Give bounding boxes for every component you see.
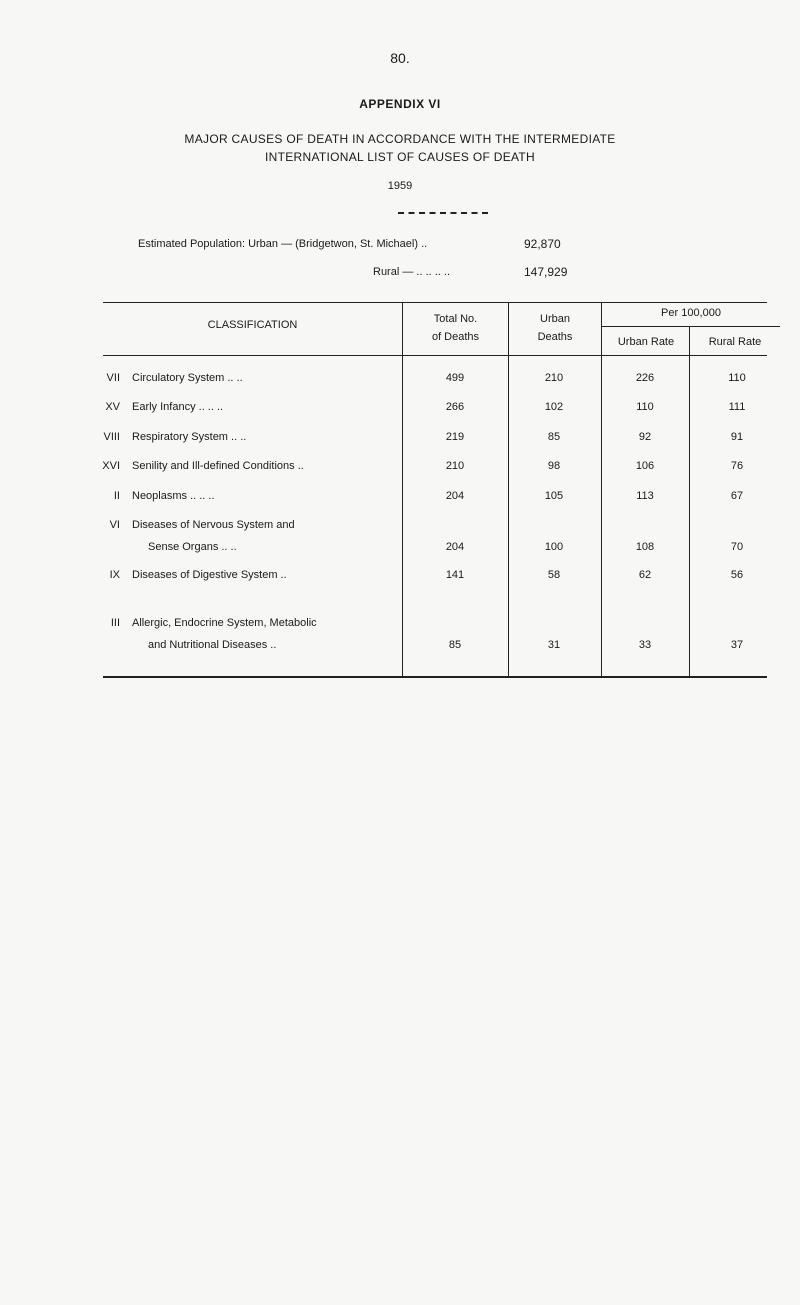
cause-description: Allergic, Endocrine System, Metabolic [132,617,317,629]
urban-rate-cell: 33 [638,639,652,651]
urban-population-label: Estimated Population: Urban — (Bridgetwon, St. Michael) .. [138,238,428,250]
header-total-line-1: Total No. [433,313,478,325]
total-deaths-cell: 141 [445,569,465,581]
cause-description: Senility and Ill-defined Conditions .. [132,460,304,472]
cause-description: Circulatory System .. .. [132,372,243,384]
table-bottom-rule [103,676,767,678]
total-deaths-cell: 499 [445,372,465,384]
urban-deaths-cell: 98 [547,460,561,472]
urban-deaths-cell: 85 [547,431,561,443]
rural-rate-cell: 67 [730,490,744,502]
cause-description: Neoplasms .. .. .. [132,490,215,502]
total-deaths-cell: 219 [445,431,465,443]
header-urban-rate: Urban Rate [617,336,675,348]
cause-description: Diseases of Nervous System and [132,519,295,531]
appendix-heading: APPENDIX VI [359,97,441,111]
urban-rate-cell: 92 [638,431,652,443]
total-deaths-cell: 210 [445,460,465,472]
rural-rate-cell: 37 [730,639,744,651]
table-top-rule [103,302,767,303]
urban-rate-cell: 110 [636,401,654,413]
cause-code: XVI [102,460,120,472]
cause-code: III [110,617,120,629]
urban-deaths-cell: 58 [547,569,561,581]
header-urban-line-1: Urban [540,313,570,325]
urban-rate-cell: 108 [635,541,655,553]
urban-rate-cell: 226 [635,372,655,384]
column-divider [508,302,509,676]
header-rural-rate: Rural Rate [708,336,762,348]
cause-description: Diseases of Digestive System .. [132,569,287,581]
cause-code: IX [109,569,120,581]
urban-population-value: 92,870 [524,237,561,251]
cause-code: VI [109,519,120,531]
total-deaths-cell: 85 [448,639,462,651]
page-number: 80. [390,50,410,66]
year: 1959 [387,180,413,192]
header-urban-line-2: Deaths [537,331,573,343]
total-deaths-cell: 204 [445,490,465,502]
urban-deaths-cell: 210 [544,372,564,384]
rural-rate-cell: 76 [730,460,744,472]
column-divider [689,326,690,676]
rural-population-label: Rural — .. .. .. .. [373,266,451,278]
column-divider [601,302,602,676]
urban-deaths-cell: 102 [544,401,564,413]
title-line-1: MAJOR CAUSES OF DEATH IN ACCORDANCE WITH THE INTERMEDIATE [184,132,616,146]
title-line-2: INTERNATIONAL LIST OF CAUSES OF DEATH [264,150,536,164]
urban-deaths-cell: 100 [544,541,564,553]
cause-code: VIII [103,431,120,443]
header-bottom-rule [103,355,767,356]
header-total-line-2: of Deaths [431,331,480,343]
header-classification: CLASSIFICATION [207,319,298,331]
rural-rate-cell: 111 [728,401,746,413]
column-divider [402,302,403,676]
total-deaths-cell: 204 [445,541,465,553]
rural-rate-cell: 91 [730,431,744,443]
urban-rate-cell: 62 [638,569,652,581]
cause-description: and Nutritional Diseases .. [148,639,277,651]
per-100000-rule [602,326,780,327]
urban-rate-cell: 106 [635,460,655,472]
cause-description: Early Infancy .. .. .. [132,401,224,413]
rural-rate-cell: 70 [730,541,744,553]
urban-deaths-cell: 31 [547,639,561,651]
header-per-100000: Per 100,000 [661,307,721,319]
cause-code: II [113,490,120,502]
rural-rate-cell: 56 [730,569,744,581]
urban-rate-cell: 113 [636,490,654,502]
total-deaths-cell: 266 [445,401,465,413]
cause-description: Respiratory System .. .. [132,431,247,443]
cause-description: Sense Organs .. .. [148,541,237,553]
cause-code: VII [106,372,120,384]
rural-rate-cell: 110 [728,372,746,384]
urban-deaths-cell: 105 [544,490,564,502]
rural-population-value: 147,929 [524,265,568,279]
cause-code: XV [105,401,120,413]
